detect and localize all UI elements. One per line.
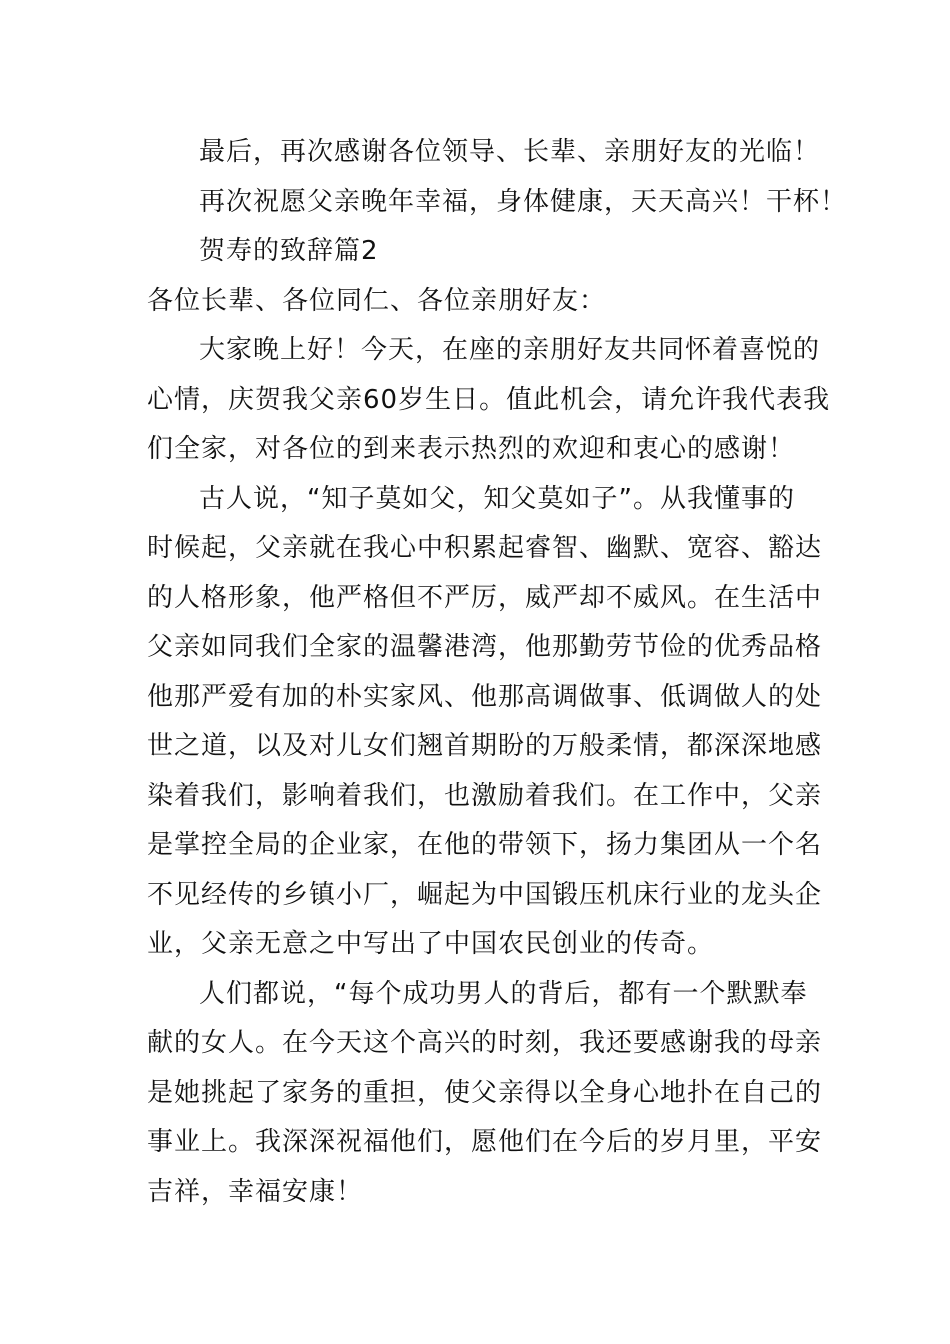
text-line: 古人说，“知子莫如父，知父莫如子”。从我懂事的 [199,483,795,514]
text-line: 人们都说，“每个成功男人的背后，都有一个默默奉 [199,978,808,1009]
text-line: 们全家，对各位的到来表示热烈的欢迎和衷心的感谢！ [147,434,796,464]
text-line: 是她挑起了家务的重担，使父亲得以全身心地扑在自己的 [147,1077,823,1108]
text-line: 最后，再次感谢各位领导、长辈、亲朋好友的光临！ [199,137,821,167]
text-line: 大家晚上好！今天，在座的亲朋好友共同怀着喜悦的 [199,335,821,365]
text-line: 的人格形象，他严格但不严厉，威严却不威风。在生活中 [147,582,823,613]
text-line: 事业上。我深深祝福他们，愿他们在今后的岁月里，平安 [147,1127,823,1157]
text-line: 再次祝愿父亲晚年幸福，身体健康，天天高兴！干杯！ [199,186,848,217]
salutation: 各位长辈、各位同仁、各位亲朋好友： [147,285,607,316]
text-line: 是掌控全局的企业家，在他的带领下，扬力集团从一个名 [147,830,823,860]
text-line: 他那严爱有加的朴实家风、他那高调做事、低调做人的处 [147,681,823,712]
text-line: 心情，庆贺我父亲60岁生日。值此机会，请允许我代表我 [147,384,831,415]
text-line: 吉祥，幸福安康！ [147,1176,364,1207]
text-line: 父亲如同我们全家的温馨港湾，他那勤劳节俭的优秀品格 [147,632,823,662]
text-line: 世之道，以及对儿女们翘首期盼的万般柔情，都深深地感 [147,731,823,761]
text-line: 献的女人。在今天这个高兴的时刻，我还要感谢我的母亲 [147,1028,823,1058]
speech-text [147,128,848,1217]
text-line: 时候起，父亲就在我心中积累起睿智、幽默、宽容、豁达 [147,533,823,563]
text-line: 业，父亲无意之中写出了中国农民创业的传奇。 [147,929,715,959]
text-line: 不见经传的乡镇小厂，崛起为中国锻压机床行业的龙头企 [147,879,823,910]
text-line: 染着我们，影响着我们，也激励着我们。在工作中，父亲 [147,780,823,811]
section-heading: 贺寿的致辞篇2 [199,236,379,266]
